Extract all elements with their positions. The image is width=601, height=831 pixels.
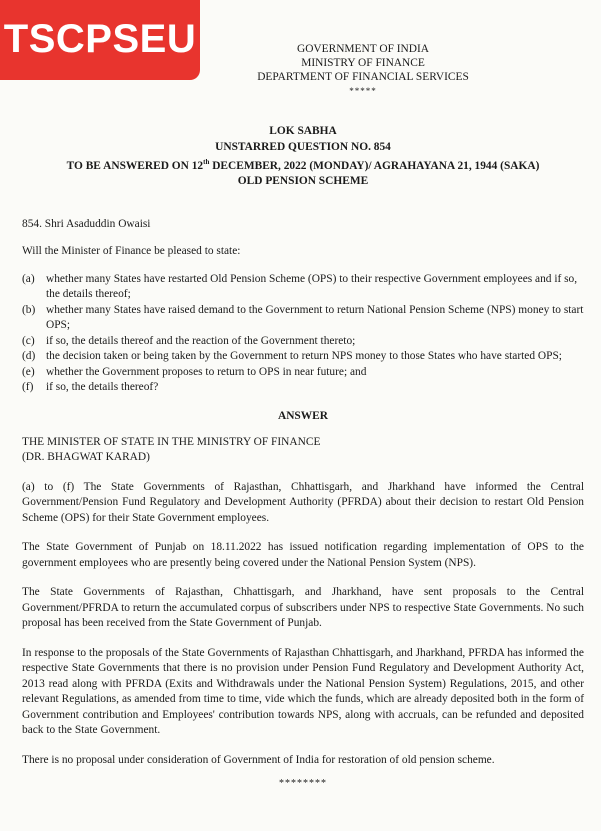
question-part-label: (d) (22, 350, 36, 363)
answer-body (22, 480, 584, 769)
question-part-text: if so, the details thereof? (46, 381, 159, 394)
question-part-text: whether the Government proposes to return to OPS in near future; and (46, 365, 367, 378)
question-part-text: whether many States have restarted Old Pension Scheme (OPS) to their respective Government employees and if so, the details thereof; (46, 272, 578, 301)
ministry-header (142, 42, 584, 98)
question-parts-list (22, 272, 584, 396)
end-stars: ******** (279, 778, 327, 790)
minister-title: THE MINISTER OF STATE IN THE MINISTRY OF FINANCE (22, 435, 321, 448)
question-part-text: the decision taken or being taken by the Government to return NPS money to those States who have started OPS; (46, 350, 562, 363)
question-header (22, 124, 584, 190)
question-part (22, 349, 584, 365)
question-part-label: (c) (22, 334, 35, 347)
question-part (22, 380, 584, 396)
minister-block (22, 435, 584, 466)
question-part (22, 365, 584, 381)
member-name: 854. Shri Asaduddin Owaisi (22, 217, 151, 230)
answer-paragraph: The State Government of Punjab on 18.11.2022 has issued notification regarding implementation of OPS to the government employees who are presently being covered under the National Pension System (NPS). (22, 541, 584, 569)
header-stars: ***** (349, 86, 377, 96)
minister-name: (DR. BHAGWAT KARAD) (22, 451, 150, 464)
answer-paragraph: (a) to (f) The State Governments of Rajasthan, Chhattisgarh, and Jharkhand have informed the Central Government/Pension Fund Regulatory and Development Authority (PFRDA) about their decision to restart Old Pension Scheme (OPS) for their State Government employees. (22, 480, 584, 524)
question-part (22, 334, 584, 350)
question-part-label: (a) (22, 272, 35, 285)
answer-paragraph: In response to the proposals of the State Governments of Rajasthan Chhattisgarh, and Jharkhand, PFRDA has informed the respective State Governments that there is no provision under Pension Fund Regulatory and Development Authority Act, 2013 read along with PFRDA (Exits and Withdrawals under the National Pension System) Regulations, 2015, and other relevant Regulations, as amended from time to time, vide which the funds, which are already deposited both in the form of Government contribution and Employees' contribution towards NPS, along with accruals, can be refunded and deposited back to the State Government. (22, 646, 584, 737)
answer-date: TO BE ANSWERED ON 12th DECEMBER, 2022 (MONDAY)/ AGRAHAYANA 21, 1944 (SAKA) (66, 158, 540, 172)
question-part-label: (e) (22, 365, 35, 378)
question-subject: OLD PENSION SCHEME (237, 175, 369, 188)
question-part-label: (f) (22, 381, 34, 394)
document-page (22, 0, 584, 790)
header-government: GOVERNMENT OF INDIA (296, 43, 430, 55)
question-part-label: (b) (22, 303, 36, 316)
answer-paragraph: The State Governments of Rajasthan, Chhattisgarh, and Jharkhand, have sent proposals to the Central Government/PFRDA to return the accumulated corpus of subscribers under NPS to respective State Governments. No such proposal has been received from the State Government of Punjab. (22, 586, 584, 630)
question-part (22, 272, 584, 303)
question-intro: Will the Minister of Finance be pleased to state: (22, 244, 241, 257)
question-part (22, 303, 584, 334)
question-part-text: whether many States have raised demand to the Government to return National Pension Scheme (NPS) money to start OPS; (46, 303, 584, 332)
question-part-text: if so, the details thereof and the reaction of the Government thereto; (46, 334, 356, 347)
answer-paragraph: There is no proposal under consideration of Government of India for restoration of old pension scheme. (22, 753, 495, 766)
channel-watermark-badge: TSCPSEU (0, 0, 200, 80)
header-ministry: MINISTRY OF FINANCE (301, 57, 425, 69)
header-department: DEPARTMENT OF FINANCIAL SERVICES (257, 71, 469, 83)
house-name: LOK SABHA (269, 125, 337, 137)
question-number: UNSTARRED QUESTION NO. 854 (215, 140, 391, 153)
answer-heading: ANSWER (277, 409, 328, 422)
